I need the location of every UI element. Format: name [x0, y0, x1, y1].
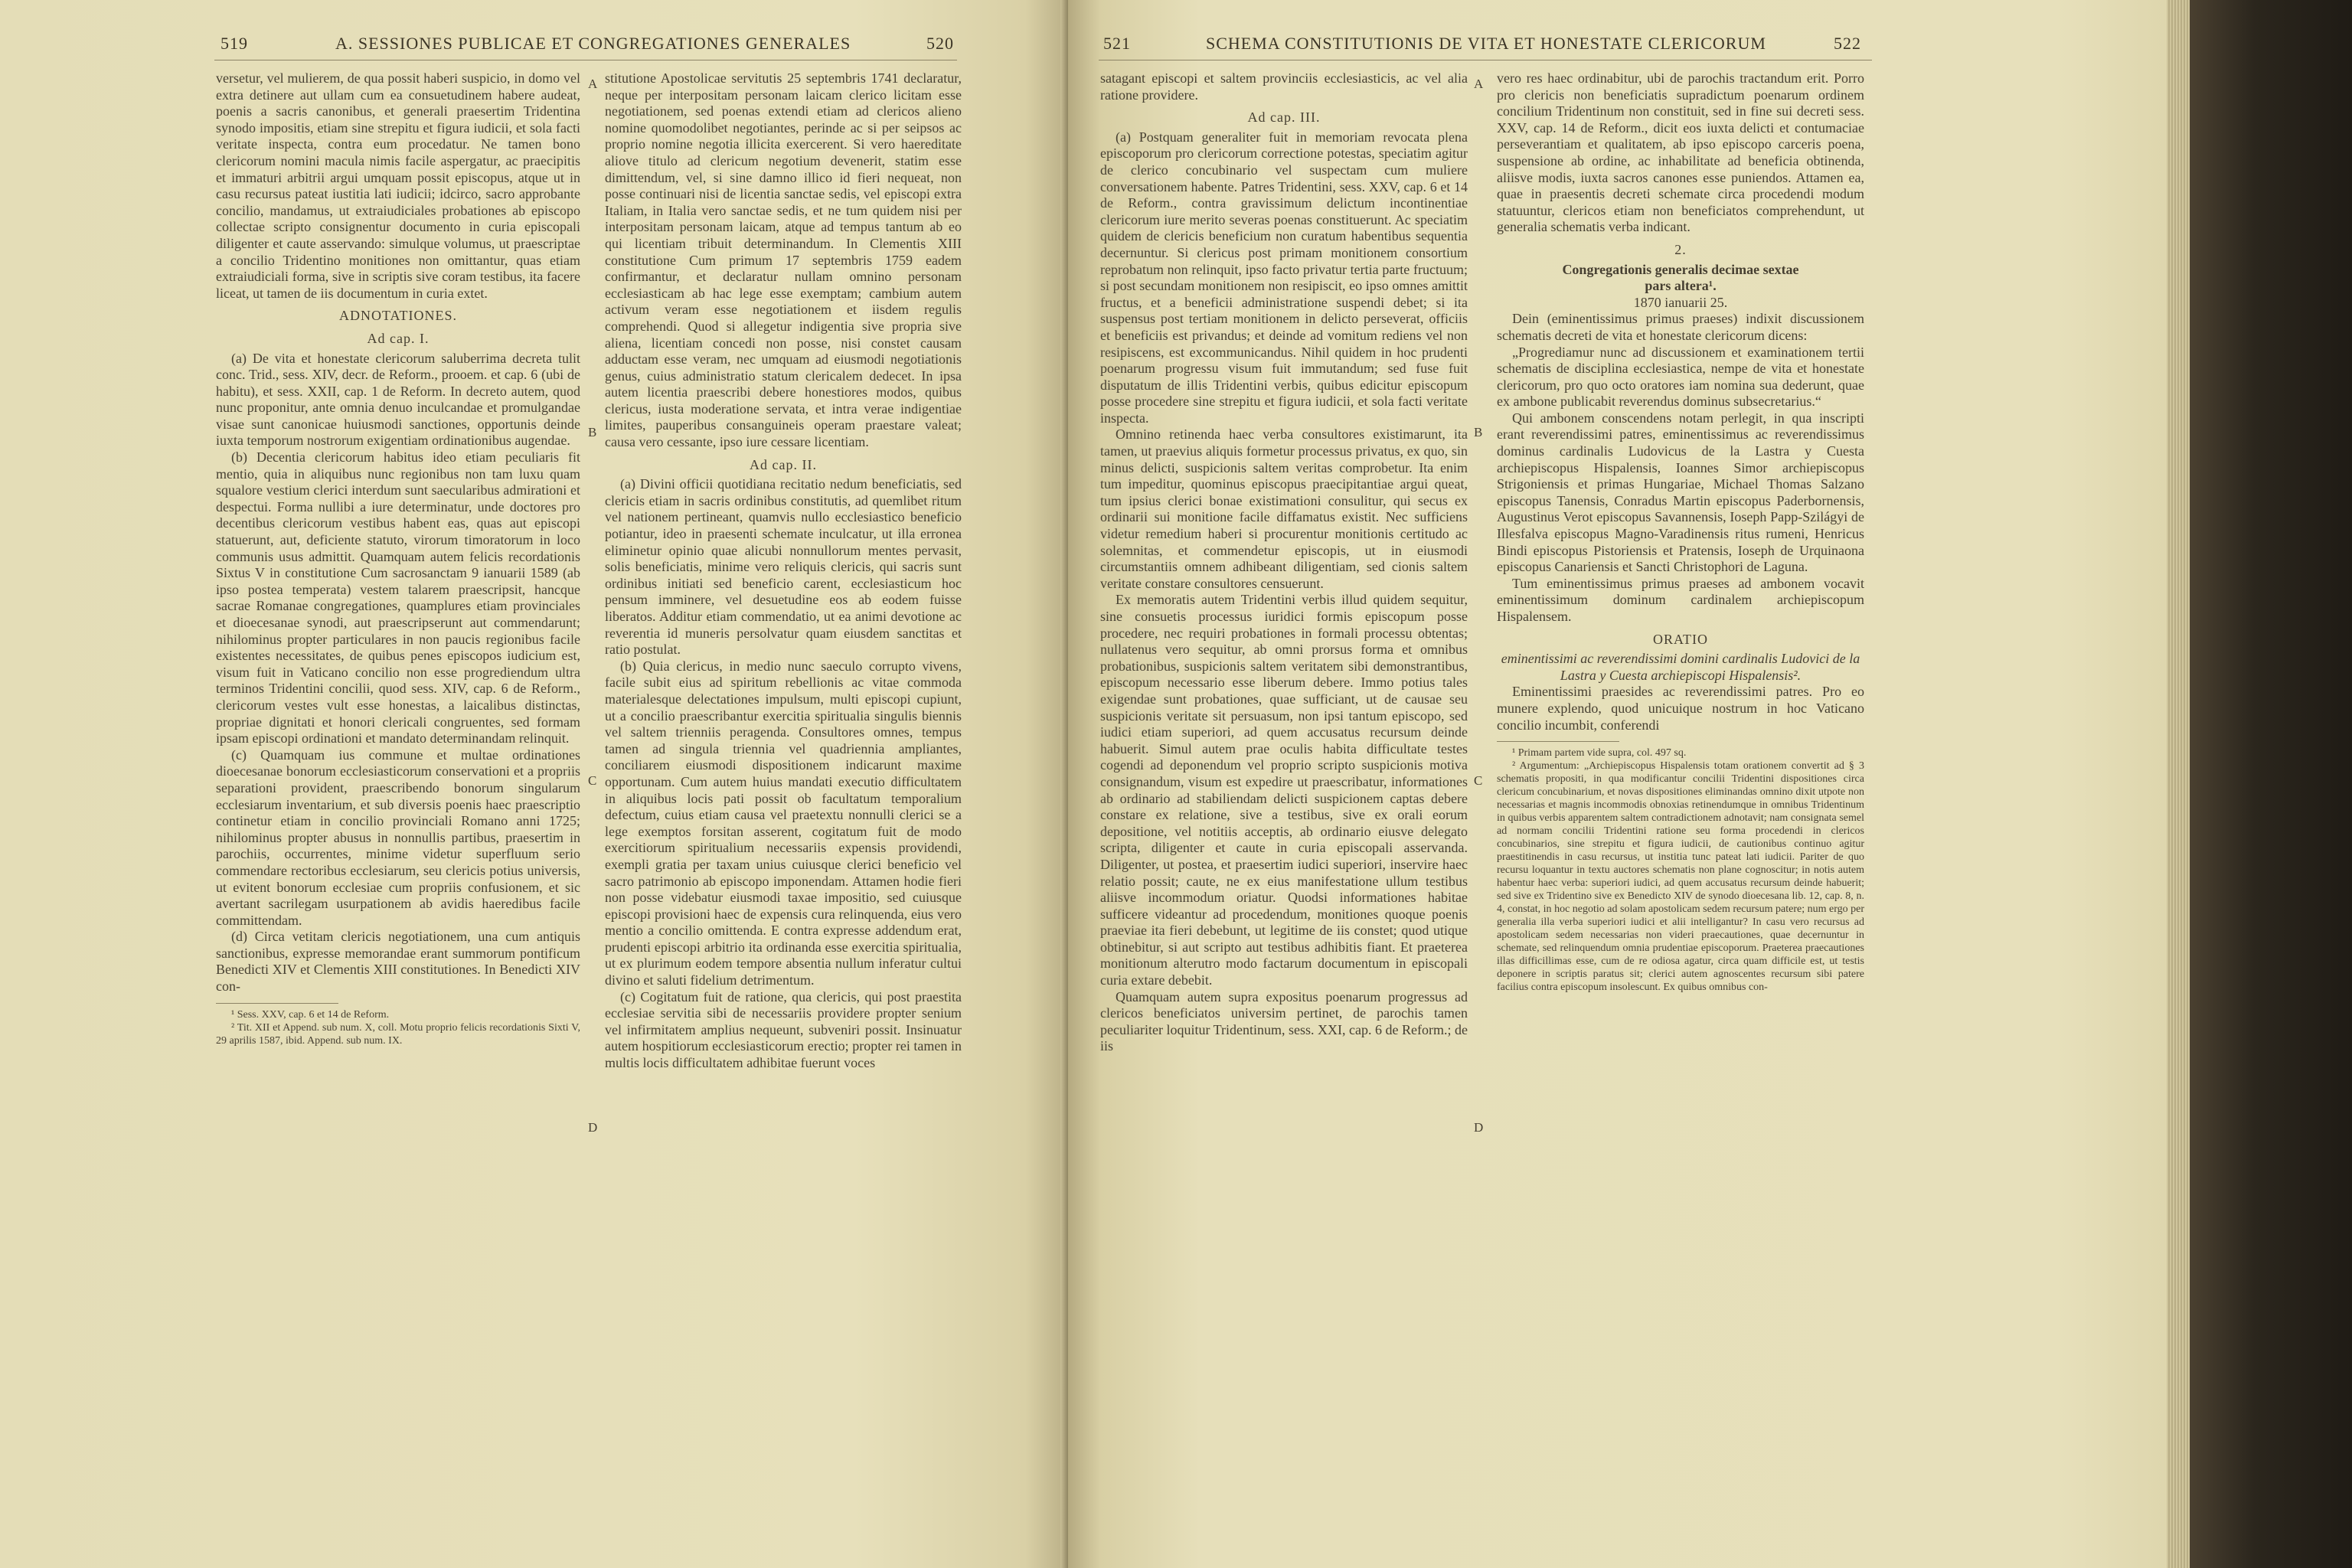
footnote: ¹ Primam partem vide supra, col. 497 sq. — [1512, 747, 1687, 760]
running-header-right: SCHEMA CONSTITUTIONIS DE VITA ET HONESTATE CLERICORUM — [1206, 34, 1766, 53]
page-number-519: 519 — [220, 34, 248, 53]
page-number-521: 521 — [1103, 34, 1131, 53]
margin-letter-b: B — [1474, 425, 1483, 439]
section-heading: ADNOTATIONES. — [338, 308, 458, 324]
paragraph: (c) Quamquam ius commune et multae ordinationes dioecesanae bonorum ecclesiasticorum conservationi et a propriis separationi provident, praescribendo bonorum singularum ecclesiarum inventarium, et sub diversis poenis haec praescriptio continetur etiam in concilio provinciali Romano anni 1725; nihilominus propter abusus in nonnullis partibus, praesertim in parochiis, occurrentes, minime videtur superfluum serio commendare rectoribus ecclesiarum, seu clericis potius universis, ut evitent bonorum ecclesiae cum propriis confusionem, et sic avertant sacrilegam usurpationem ab avidis haeredibus facile committendam. — [216, 746, 580, 928]
footnote-rule — [1497, 741, 1619, 742]
margin-letter-a: A — [588, 77, 598, 91]
section-subheading: Ad cap. III. — [1247, 109, 1321, 126]
section-number: 2. — [1674, 241, 1687, 257]
paragraph: Eminentissimi praesides ac reverendissimi patres. Pro eo munere explendo, quod unicuique nostrum in hoc Vaticano concilio incumbit, conferendi — [1497, 684, 1864, 733]
paragraph: Quamquam autem supra expositus poenarum progressus ad clericos beneficiatos universim pertinet, de parochis tamen peculiariter loquitur Tridentinum, sess. XXI, cap. 6 de Reform.; de iis — [1100, 988, 1468, 1054]
paragraph: versetur, vel mulierem, de qua possit haberi suspicio, in domo vel extra detinere aut ullam cum ea consuetudinem habere audeat, poenis a sacris canonibus, et generali praesertim Tridentina synodo impositis, etiam sine strepitu et figura iudicii, et sola facti veritate inspecta, contra eum procedatur. Ne tamen bono clericorum nomini macula nimis facile aspergatur, ac praecipitis et immaturi arbitrii argui umquam possit episcopus, atque ut in casu recursus pateat iustitia lati iudicii; idcirco, sacro approbante concilio, mandamus, ut extraiudiciales probationes ab episcopo collectae scripto consignentur documento in curia episcopali diligenter et caute asservando: simulque volumus, ut praescriptae a concilio Tridentino monitiones non omittantur, quas etiam extraiudiciali forma, sive in scriptis sive coram testibus, ita facere liceat, ut tamen de iis documentum in curia extet. — [216, 70, 580, 301]
paragraph: Ex memoratis autem Tridentini verbis illud quidem sequitur, sine consuetis processus iuridici formis episcopum posse procedere, nec requiri probationes in formali processu obtentas; nullatenus vero sequitur, ab omni prorsus forma et omnibus probationibus, suspicionis saltem veritatem sibi demonstrantibus, episcopum necessario esse liberum debere. Immo potius tales exigendae sunt probationes, quae sufficiant, ut de causae seu suspicionis veritate sit persuasum, non ipsi tantum episcopo, sed iudici etiam superiori, ad quem accusatus recursum deinde habuerit. Simul autem prae oculis habita difficultate testes cogendi ad deponendum vel proprio scripto suspicionis motiva consignandum, visum est expedire ut praescribatur, informationes ab ordinario ad stabiliendam delicti suspicionem captas debere constare ex relatione, sive a testibus, sive ex orali eorum depositione, vel notitiis acceptis, ab ordinario eiusve delegato scripta, diligenter et caute in curia episcopali asservanda. Diligenter, ut postea, et praesertim iudici superiori, inservire haec relatio possit; caute, ne ex eius manifestatione ullum testibus aliisve incommodum oriatur. Quodsi informationes habitae sufficere videantur ad procedendum, monitiones quoque poenis praeviae ita fieri debebunt, ut legitime de iis constet; quod utique obtinebitur, si aut scripto aut testibus adhibitis fiant. Et praeterea monitionum alterutro modo factarum documentum in episcopali curia extare debebit. — [1100, 592, 1468, 988]
page-fore-edge — [2167, 0, 2190, 1568]
paragraph: (b) Quia clericus, in medio nunc saeculo corrupto vivens, facile subit eius ad spiritum rebellionis ac vitae commoda materialesque delectationes impulsum, multi episcopi cupiunt, ut a concilio praescribantur exercitia spiritualia singulis biennis vel saltem trienniis peragenda. Consultores omnes, tempus tamen ad singula triennia vel quadriennia ampliantes, conciliarem eiusmodi dispositionem indicarunt maxime opportunam. Cum autem huius mandati executio difficultatem in aliquibus locis pati possit ob facultatum temporalium defectum, cuius etiam causa vel praetextu nonnulli clerici se a lege exemptos forsitan asserent, cogitatum fuit de modo exercitiorum spiritualium necessariis expensis providendi, exempli gratia per taxam unius cuiusque clerici beneficio vel sacro patrimonio ab episcopo imponendam. Attamen hodie fieri non posse videbatur eiusmodi taxae impositio, sed cuiusque episcopi provisioni haec de expensis cura relinquenda, eius vero mentio a concilio omittenda. E contra expresse addendum erat, prudenti episcopi arbitrio ita ordinanda esse exercitia spiritualia, ut ex plurimum eodem tempore absentia nullum inferatur cultui divino et saluti fidelium detrimentum. — [605, 658, 962, 988]
oratio-heading: ORATIO — [1653, 631, 1708, 647]
page-number-522: 522 — [1834, 34, 1861, 53]
paragraph: (a) De vita et honestate clericorum saluberrima decreta tulit conc. Trid., sess. XIV, decr. de Reform., prooem. et cap. 6 (ubi de habitu), et sess. XXII, cap. 1 de Reform. In decreto autem, quod nunc proponitur, ante omnia denuo inculcandae et promulgandae visae sunt canonicae huiusmodi sanctiones, opportunis deinde iuxta temporum nostrorum exigentiam ordinationibus augendae. — [216, 350, 580, 449]
paragraph: (b) Decentia clericorum habitus ideo etiam peculiaris fit mentio, quia in aliquibus nunc regionibus non tam luxu quam squalore vestium clerici interdum sunt saecularibus admirationi et despectui. Forma nullibi a iure determinatur, unde doctores pro decentibus clericorum vestibus habent eas, quas aut episcopi statuerunt, aut, deficiente statuto, virorum timoratorum in loco communis usus admittit. Quamquam autem felicis recordationis Sixtus V in constitutione Cum sacrosanctam 9 ianuarii 1589 (ab ipso postea temperata) vestem talarem praescripsit, hancque sacrae Romanae congregationes, quamplures etiam provinciales et dioecesanae synodi, aut praescripserunt aut commendarunt; nihilominus propter particulares in non paucis regionibus facile existentes necessitates, de quibus penes episcopos iudicium est, visum fuit in Vaticano concilio non esse progrediendum ultra terminos Tridentini concilii, quod sess. XIV, cap. 6 de Reform., clericorum vestes vult esse honestas, a laicalibus distinctas, propriae dignitati et honori clericali congruentes, sed formam ipsam episcopi ordinationi et mandato determinandam relinquit. — [216, 449, 580, 746]
section-subheading: Ad cap. II. — [750, 456, 817, 472]
paragraph: stitutione Apostolicae servitutis 25 septembris 1741 declaratur, neque per interpositam personam laicam clerico licitam esse negotiationem, sed poenas extendi etiam ad clericos alieno nomine quomodolibet negotiantes, perinde ac si per seipsos ac proprio nomine negotia illicita exercerent. Si vero haereditate aliove titulo ad clericum negotium devenerit, statim esse dimittendum, vel, si sine damno illico id fieri nequeat, non posse continuari nisi de licentia sanctae sedis, vel episcopi extra Italiam, in Italia vero sanctae sedis, et ne tum quidem nisi per interpositam personam laicam, atque ad tempus tantum ab eo qui licentiam tribuit determinandum. In Clementis XIII constitutione Cum primum 17 septembris 1759 eadem confirmantur, et declaratur nullam omnino personam ecclesiasticam ab hac lege esse exemptam; cambium autem activum veram esse negotiationem et iisdem regulis comprehendi. Quod si allegetur indigentia sive propria sive aliena, licentiam concedi non posse, nisi constet causam adductam esse veram, nec umquam ad eiusmodi negotiationis genus, cuius administratio statum clericalem dedecet. In ipsa autem licentia praescribi debere honestiores modos, quibus clericus, iusta moderatione servata, et intra verae indigentiae limites, pauperibus consanguineis operam praestare valeat; causa vero cessante, ipso iure cessare licentiam. — [605, 70, 962, 450]
date-line: 1870 ianuarii 25. — [1633, 294, 1728, 310]
footnote-rule — [216, 1003, 338, 1004]
oratio-subheading: eminentissimi ac reverendissimi domini cardinalis Ludovici de la Lastra y Cuesta archiepiscopi Hispalensis². — [1501, 651, 1860, 683]
margin-letter-d: D — [588, 1120, 598, 1135]
paragraph: Omnino retinenda haec verba consultores existimarunt, ita tamen, ut praevius aliquis formetur processus privatus, ex quo, sin minus delicti, suspicionis saltem veritas comprobetur. Ita enim tum impeditur, quominus episcopus praecipitantiae argui queat, tum ipsius clerici bonae existimationi consulitur, qui secus ex ordinarii sui monitione facile diffamatus existit. Nec sufficiens videtur remedium haberi si procurentur monitionis certitudo ac solemnitas, et commendetur episcopis, ut in eiusmodi circumstantiis omnem adhibeant diligentiam, sed cionis saltem veritate constare consultores censuerunt. — [1100, 426, 1468, 591]
paragraph: (c) Cogitatum fuit de ratione, qua clericis, qui post praestita ecclesiae servitia sibi de necessariis providere propter senium vel infirmitatem amplius nequeunt, subveniri possit. Insinuatur autem hospitiorum ecclesiasticorum erectio; propter rei tamen in multis locis difficultatem adhibitae fuerunt voces — [605, 988, 962, 1071]
book-cover-board — [2190, 0, 2352, 1568]
left-page — [0, 0, 1068, 1568]
margin-letter-b: B — [588, 425, 597, 439]
paragraph: (d) Circa vetitam clericis negotiationem, una cum antiquis sanctionibus, expresse memorandae erant summorum pontificum Benedicti XIV et Clementis XIII constitutiones. In Benedicti XIV con- — [216, 929, 580, 995]
running-header-left: A. SESSIONES PUBLICAE ET CONGREGATIONES GENERALES — [335, 34, 851, 53]
paragraph: „Progrediamur nunc ad discussionem et examinationem tertii schematis de disciplina ecclesiastica, nempe de vita et honestate clericorum, pro quo octo oratores iam nomina sua dederunt, quae ex ambone publicabit reverendus dominus subsecretarius.“ — [1497, 344, 1864, 410]
paragraph: satagant episcopi et saltem provinciis ecclesiasticis, ac vel alia ratione providere. — [1100, 70, 1468, 103]
left-page-column-1 — [216, 70, 580, 1047]
paragraph: Dein (eminentissimus primus praeses) indixit discussionem schematis decreti de vita et honestate clericorum dicens: — [1497, 311, 1864, 343]
paragraph: Qui ambonem conscendens notam perlegit, in qua inscripti erant reverendissimi patres, eminentissimus ac reverendissimus dominus cardinalis Ludovicus de la Lastra y Cuesta archiepiscopus Hispalensis, Ioannes Simor archiepiscopus Strigoniensis et primas Hungariae, Michael Thomas Salzano episcopus Tanensis, Conradus Martin episcopus Paderbornensis, Augustinus Verot episcopus Savannensis, Ioseph Papp-Szilágyi de Illesfalva episcopus Magno-Varadinensis ritus rumeni, Henricus Bindi episcopus Pistoriensis et Pratensis, Ioseph de Urquinaona episcopus Canariensis et Sancti Christophori de Laguna. — [1497, 410, 1864, 575]
congregation-title: Congregationis generalis decimae sextae — [1562, 261, 1799, 277]
margin-letter-c: C — [588, 773, 597, 788]
section-subheading: Ad cap. I. — [367, 330, 430, 346]
left-page-column-2 — [605, 70, 962, 1072]
margin-letter-d: D — [1474, 1120, 1484, 1135]
congregation-subtitle: pars altera¹. — [1645, 278, 1717, 294]
paragraph: vero res haec ordinabitur, ubi de parochis tractandum erit. Porro pro clericis non beneficiatis supradictum poenarum ordinem concilium Tridentinum non constituit, sed in fine sui decreti sess. XXV, cap. 14 de Reform., dicit eos iuxta delicti et contumaciae perseverantiam et qualitatem, ab ipso episcopo carceris poena, suspensione ab ordine, ac inhabilitate ad beneficia obtinenda, aliisve modis, iuxta sacros canones esse puniendos. Attamen ea, quae in praesentis decreti schemate circa procedendi modum statuuntur, clericos etiam non beneficiatos comprehendunt, ut generalia schematis verba indicant. — [1497, 70, 1864, 235]
margin-letter-c: C — [1474, 773, 1483, 788]
paragraph: (a) Divini officii quotidiana recitatio nedum beneficiatis, sed clericis etiam in sacris ordinibus constitutis, ad quemlibet ritum vel nationem pertineant, quamvis nullo ecclesiastico beneficio potiantur, ideo in praesenti schemate inculcatur, ut illa erronea eliminetur opinio quae alicubi nonnullorum mentes pervasit, solis beneficiatis, minime vero reliquis clericis, qui sacris sunt ordinibus initiati sed beneficio carent, ecclesiasticum hoc pensum imminere, vel desuetudine eos ab eodem fuisse liberatos. Additur etiam commendatio, ut ea animi devotione ac reverentia id muneris persolvatur quam eiusdem sanctitas et ratio postulat. — [605, 476, 962, 658]
right-page-column-2 — [1497, 70, 1864, 994]
footnote: ¹ Sess. XXV, cap. 6 et 14 de Reform. — [231, 1008, 390, 1021]
paragraph: Tum eminentissimus primus praeses ad ambonem vocavit eminentissimum dominum cardinalem archiepiscopum Hispalensem. — [1497, 575, 1864, 624]
paragraph: (a) Postquam generaliter fuit in memoriam revocata plena episcoporum pro clericorum correctione potestas, speciatim agitur de clerico concubinario vel suspectam cum muliere conversationem habente. Patres Tridentini, sess. XXV, cap. 6 et 14 de Reform., contra gravissimum delictum incontinentiae clericorum iure merito severas poenas constituerunt. Ac speciatim quidem de clericis beneficium non curatum habentibus sequentia decernuntur. Si clericus post primam monitionem consortium reprobatum non relinquit, ipso facto privatur tertia parte fructuum; si post secundam monitionem non resipiscit, eo ipso omnes amittit fructus, et a beneficii administratione suspendi debet; si ita suspensus post tertiam monitionem in delicto perseverat, officiis et beneficiis est privandus; et deinde ad vomitum rediens vel non resipiscens, est excommunicandus. Nihil quidem in hoc prudenti poenarum progressu visum fuit immutandum; sed fuse fuit disputatum de illis Tridentini verbis, quibus edicitur episcopum posse procedere sine strepitu et figura iudicii, et sola facti veritate inspecta. — [1100, 129, 1468, 426]
right-page-column-1 — [1100, 70, 1468, 1055]
right-page — [1068, 0, 2167, 1568]
margin-letter-a: A — [1474, 77, 1484, 91]
footnote: ² Tit. XII et Append. sub num. X, coll. Motu proprio felicis recordationis Sixti V, 29 aprilis 1587, ibid. Append. sub num. IX. — [216, 1021, 580, 1047]
page-number-520: 520 — [926, 34, 954, 53]
footnote: ² Argumentum: „Archiepiscopus Hispalensis totam orationem convertit ad § 3 schematis propositi, in qua modificantur concilii Tridentini dispositiones circa clericum concubinarium, et novas dispositiones eliminandas omnino dixit utpote non necessarias et magnis incommodis obnoxias retinendumque in omnibus Tridentinum in quibus verbis apparentem saltem contradictionem adnotavit; nam consignata semel ad normam concilii Tridentini ratione seu forma procedendi in clericos concubinarios, sine strepitu et figura iudicii, de cautionibus continuo agitur praestitinendis in casu recursus, ut institia tunc pateat lati iudicii. Pariter de quo recursu loquantur in textu auctores schematis non plane cognoscitur; in notis autem habentur haec verba: superiori iudici, ad quem accusatus recursum deinde habuerit; sed sive ex Tridentino sive ex Benedicto XIV de synodo dioecesana lib. 12, cap. 8, n. 4, constat, in hoc negotio ad solam apostolicam sedem recursum patere; num ergo per generalia illa verba superiori iudici et alii intelligantur? In casu vero recursus ad apostolicam sedem necessarias non videri praecautiones, quae decernuntur in schemate, sed relinquendum omnia prudentiae episcoporum. Praeterea praecautiones illas difficillimas esse, cum de re odiosa agatur, circa quam difficile est, ut testis deponere in scriptis paratus sit; clerici autem agnoscentes recursum sibi patere facilius contra episcopum insolescunt. Ex quibus omnibus con- — [1497, 760, 1864, 994]
